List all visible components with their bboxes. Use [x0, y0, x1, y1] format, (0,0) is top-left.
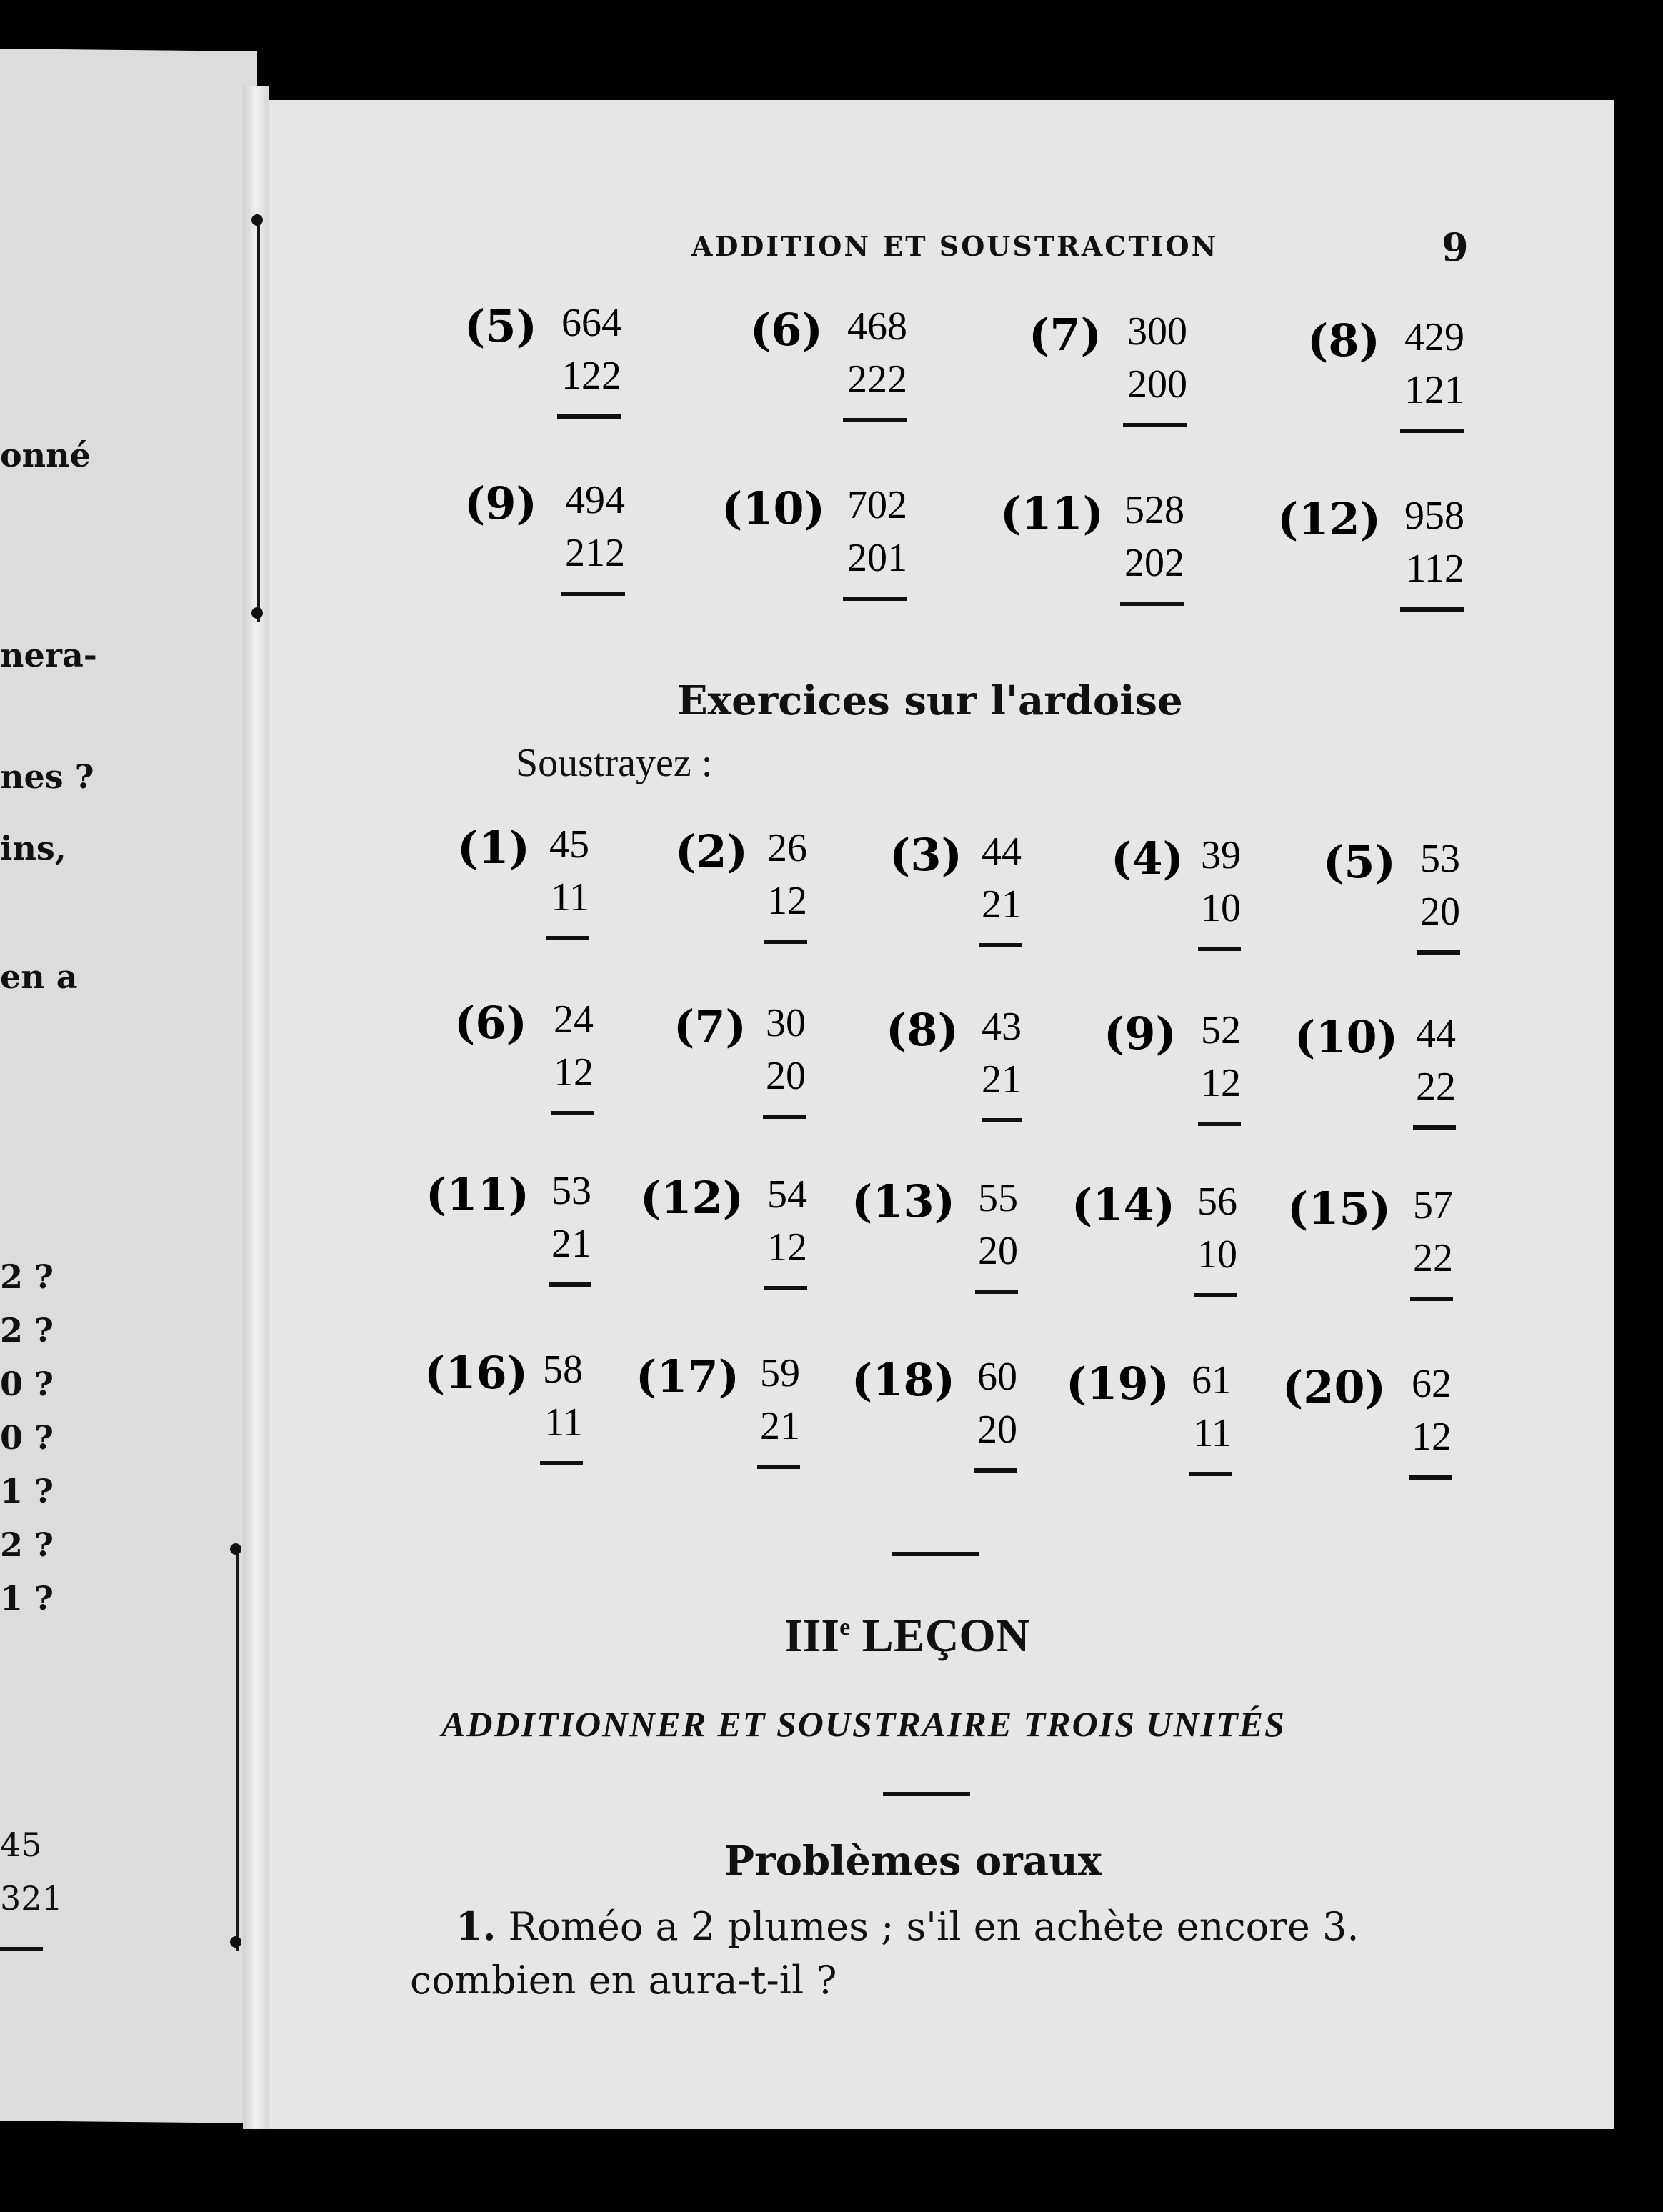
left-fragment: onné: [0, 436, 91, 474]
section-divider: [892, 1552, 979, 1556]
problem-top-number: 664: [561, 301, 621, 345]
problem-top-number: 494: [565, 478, 625, 522]
problem-rule: [1120, 602, 1184, 606]
problem-top-number: 53: [551, 1169, 591, 1213]
oral-problems-heading: Problèmes oraux: [724, 1838, 1102, 1885]
problem-bottom-number: 11: [544, 1400, 583, 1445]
problem-bottom-number: 202: [1124, 541, 1184, 585]
problem: [1307, 314, 1464, 443]
problem-bottom-number: 21: [982, 882, 1022, 927]
problem-top-number: 958: [1404, 494, 1464, 538]
problem-rule: [1198, 947, 1241, 951]
problem: [424, 1347, 583, 1475]
problem-rule: [540, 1461, 583, 1465]
problem: [464, 300, 621, 429]
problem-bottom-number: 20: [978, 1229, 1018, 1273]
problem: [1029, 309, 1187, 437]
problem-label: (2): [675, 825, 748, 877]
problem-bottom-number: 11: [1193, 1411, 1232, 1455]
problem-bottom-number: 112: [1406, 547, 1464, 591]
instruction-text: Soustrayez :: [516, 741, 713, 785]
problem-rule: [975, 1290, 1018, 1294]
problem: [675, 825, 807, 954]
binding-thread: [257, 221, 260, 622]
problem-label: (17): [636, 1350, 739, 1403]
problem: [889, 829, 1022, 957]
problem-top-number: 62: [1412, 1362, 1452, 1406]
problem-bottom-number: 22: [1416, 1065, 1456, 1109]
problem-rule: [982, 1118, 1022, 1122]
problem-top-number: 55: [978, 1176, 1018, 1220]
problem-label: (4): [1111, 832, 1184, 885]
problem: [454, 997, 594, 1125]
problem-bottom-number: 121: [1404, 368, 1464, 412]
problem: [1000, 487, 1184, 616]
left-fragment: 2 ?: [0, 1525, 54, 1564]
lesson-heading: [784, 1609, 1029, 1663]
problem-label: (11): [426, 1168, 529, 1220]
problem-bottom-number: 12: [1201, 1061, 1241, 1105]
problem-rule: [561, 592, 625, 596]
problem: [640, 1172, 807, 1300]
problem-top-number: 528: [1124, 488, 1184, 532]
problem-top-number: 61: [1192, 1358, 1232, 1403]
binding-knot: [230, 1936, 241, 1948]
problem: [750, 304, 907, 432]
problem-rule: [764, 1286, 807, 1290]
problem-number: 1.: [456, 1903, 496, 1949]
problem-rule: [763, 1115, 806, 1119]
problem-rule: [551, 1111, 594, 1115]
left-fragment: en a: [0, 957, 78, 996]
problem-bottom-number: 21: [551, 1222, 591, 1266]
problem-top-number: 43: [982, 1005, 1022, 1049]
problem: [852, 1175, 1018, 1304]
left-fragment: 2 ?: [0, 1311, 54, 1350]
left-fragment: nes ?: [0, 757, 94, 796]
problem-label: (7): [1029, 309, 1102, 361]
problem: [674, 1000, 806, 1129]
problem-label: (3): [889, 829, 962, 881]
problem-label: (13): [852, 1175, 955, 1227]
problem-rule: [1123, 423, 1187, 427]
problem-bottom-number: 10: [1201, 886, 1241, 930]
left-fragment: nera-: [0, 636, 97, 674]
binding-knot: [251, 214, 263, 226]
problem-bottom-number: 11: [551, 875, 589, 920]
problem-label: (6): [750, 304, 823, 356]
problem-top-number: 44: [982, 830, 1022, 874]
problem-label: (16): [424, 1347, 528, 1399]
problem-rule: [843, 597, 907, 601]
binding-knot: [230, 1543, 241, 1555]
problem-label: (5): [1323, 836, 1396, 888]
problem-label: (14): [1072, 1179, 1175, 1231]
problem-top-number: 45: [549, 822, 589, 867]
problem-top-number: 59: [760, 1351, 800, 1395]
problem: [457, 822, 589, 950]
problem-rule: [764, 940, 807, 944]
left-fragment: 0 ?: [0, 1365, 54, 1403]
problem-top-number: 30: [766, 1001, 806, 1045]
problem-rule: [1194, 1293, 1237, 1297]
problem-top-number: 54: [767, 1172, 807, 1217]
problem: [1111, 832, 1241, 961]
lesson-superscript: e: [839, 1614, 851, 1640]
problem-rule: [1189, 1472, 1232, 1476]
problem-bottom-number: 212: [565, 531, 625, 575]
problem-top-number: 57: [1413, 1183, 1453, 1227]
problem-label: (19): [1066, 1357, 1169, 1410]
left-fragment: 321: [0, 1879, 63, 1918]
problem-bottom-number: 200: [1127, 362, 1187, 407]
problem-label: (12): [640, 1172, 744, 1224]
problem-label: (9): [464, 477, 537, 529]
page-number: 9: [1442, 224, 1469, 270]
problem-rule: [1400, 607, 1464, 612]
problem-label: (10): [1294, 1011, 1398, 1063]
problem-bottom-number: 12: [1412, 1415, 1452, 1459]
problem-label: (6): [454, 997, 527, 1049]
problem-rule: [557, 414, 621, 419]
left-fragment: 0 ?: [0, 1418, 54, 1457]
lesson-name: LEÇON: [862, 1610, 1030, 1662]
problem-label: (20): [1282, 1361, 1386, 1413]
problem-top-number: 58: [543, 1347, 583, 1392]
problem-rule: [549, 1282, 591, 1287]
problem-text-line2: combien en aura-t-il ?: [410, 1958, 837, 2003]
problem-label: (5): [464, 300, 537, 352]
problem-top-number: 44: [1416, 1012, 1456, 1056]
problem: [636, 1350, 800, 1479]
problem-label: (10): [721, 482, 825, 534]
problem-bottom-number: 21: [760, 1404, 800, 1448]
problem-label: (15): [1287, 1182, 1391, 1235]
problem-label: (9): [1104, 1007, 1177, 1060]
binding-thread: [236, 1550, 239, 1951]
running-title: ADDITION ET SOUSTRACTION: [691, 230, 1219, 262]
problem-bottom-number: 12: [767, 1225, 807, 1270]
problem: [1294, 1011, 1456, 1140]
problem-text-line1: [456, 1903, 1359, 1949]
problem-rule: [1400, 429, 1464, 433]
problem-label: (18): [852, 1354, 955, 1406]
problem-text: Roméo a 2 plumes ; s'il en achète encore 3.: [508, 1904, 1359, 1949]
problem-label: (12): [1277, 493, 1381, 545]
problem-bottom-number: 12: [767, 879, 807, 923]
problem-rule: [1410, 1297, 1453, 1301]
problem-top-number: 52: [1201, 1008, 1241, 1052]
problem: [464, 477, 625, 606]
problem-top-number: 26: [767, 826, 807, 870]
problem: [426, 1168, 591, 1297]
problem-bottom-number: 20: [766, 1054, 806, 1098]
problem: [852, 1354, 1017, 1483]
problem: [1282, 1361, 1452, 1490]
problem: [1287, 1182, 1453, 1311]
left-fragment: 1 ?: [0, 1579, 54, 1618]
problem-top-number: 468: [847, 304, 907, 349]
problem-top-number: 429: [1404, 315, 1464, 359]
problem-rule: [1409, 1475, 1452, 1480]
problem-label: (7): [674, 1000, 746, 1052]
problem-bottom-number: 122: [561, 354, 621, 398]
problem: [721, 482, 907, 611]
book-gutter: [243, 86, 269, 2129]
problem-top-number: 56: [1197, 1180, 1237, 1224]
problem-top-number: 24: [554, 997, 594, 1042]
problem-label: (8): [886, 1004, 959, 1056]
problem-rule: [1413, 1125, 1456, 1130]
problem-top-number: 53: [1420, 837, 1460, 881]
problem-rule: [757, 1465, 800, 1469]
problem-bottom-number: 12: [554, 1050, 594, 1095]
problem: [886, 1004, 1022, 1132]
problem-bottom-number: 222: [847, 357, 907, 402]
problem-rule: [974, 1468, 1017, 1473]
problem-top-number: 60: [977, 1355, 1017, 1399]
problem-bottom-number: 10: [1197, 1232, 1237, 1277]
problem-label: (8): [1307, 314, 1380, 367]
problem-bottom-number: 22: [1413, 1236, 1453, 1280]
problem-rule: [1417, 950, 1460, 955]
left-underline: [0, 1947, 43, 1951]
section-divider: [883, 1792, 970, 1796]
problem-bottom-number: 20: [977, 1408, 1017, 1452]
left-fragment: ins,: [0, 829, 66, 867]
problem: [1323, 836, 1460, 965]
problem-rule: [1198, 1122, 1241, 1126]
section-heading: Exercices sur l'ardoise: [677, 677, 1183, 724]
problem-rule: [546, 936, 589, 940]
problem: [1277, 493, 1464, 622]
problem: [1066, 1357, 1232, 1486]
lesson-subtitle: ADDITIONNER ET SOUSTRAIRE TROIS UNITÉS: [441, 1704, 1286, 1744]
problem-top-number: 300: [1127, 309, 1187, 354]
problem-bottom-number: 20: [1420, 890, 1460, 934]
problem-bottom-number: 201: [847, 536, 907, 580]
left-page: [0, 49, 257, 2123]
problem-rule: [979, 943, 1022, 947]
problem-label: (11): [1000, 487, 1104, 539]
problem: [1072, 1179, 1237, 1307]
left-fragment: 1 ?: [0, 1472, 54, 1510]
left-fragment: 45: [0, 1825, 42, 1864]
left-fragment: 2 ?: [0, 1257, 54, 1296]
lesson-roman: III: [784, 1610, 840, 1662]
binding-knot: [251, 607, 263, 619]
problem-label: (1): [457, 822, 530, 874]
problem: [1104, 1007, 1241, 1136]
problem-top-number: 702: [847, 483, 907, 527]
problem-rule: [843, 418, 907, 422]
problem-top-number: 39: [1201, 833, 1241, 877]
problem-bottom-number: 21: [982, 1057, 1022, 1102]
